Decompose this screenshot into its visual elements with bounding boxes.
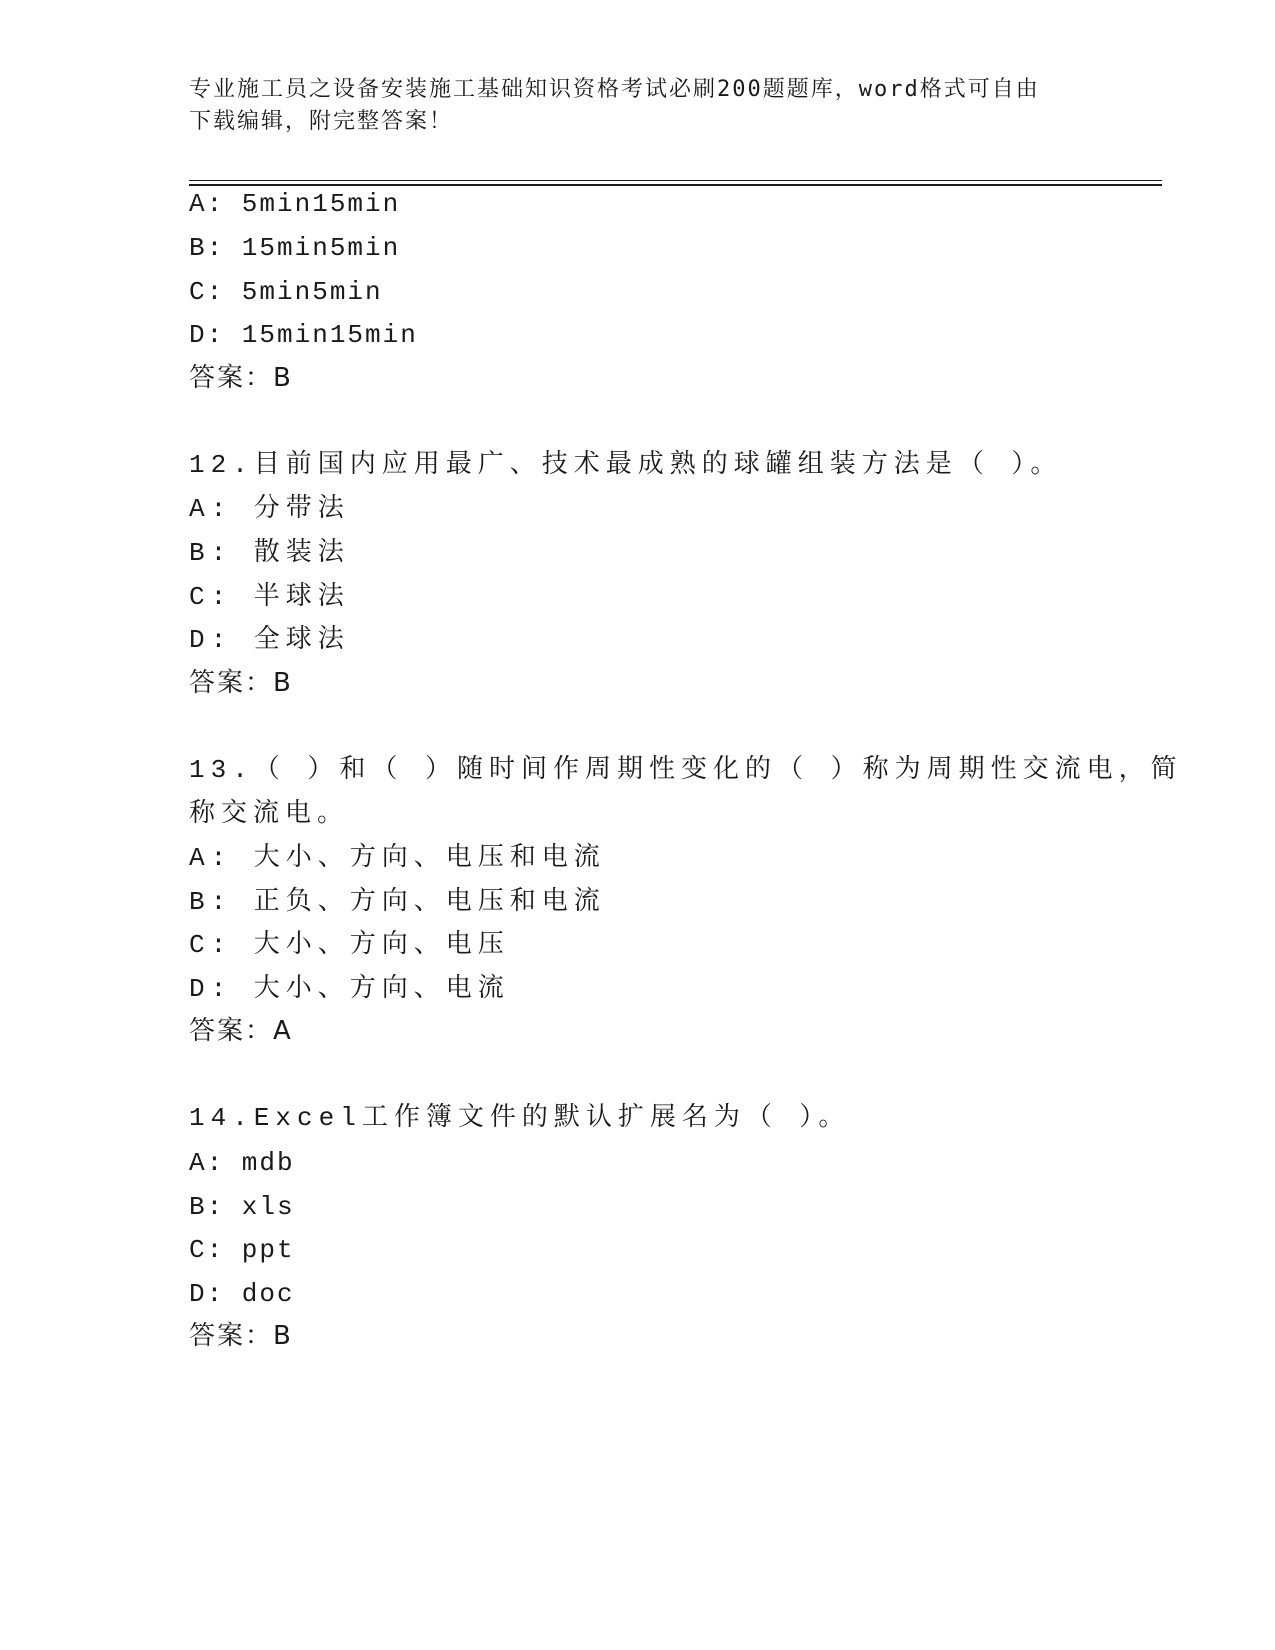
q11-option-b: B: 15min5min — [189, 233, 401, 263]
q12-option-d: D: 全球法 — [189, 625, 350, 655]
q13-answer: 答案：A — [189, 1016, 293, 1046]
q14-answer: 答案：B — [189, 1321, 293, 1351]
document-header — [189, 74, 1069, 138]
q12-answer: 答案：B — [189, 668, 293, 698]
q11-option-d: D: 15min15min — [189, 320, 418, 350]
q14-stem: 14.Excel工作簿文件的默认扩展名为（ ）。 — [189, 1103, 851, 1133]
q11-option-a: A: 5min15min — [189, 189, 401, 219]
header-divider-bottom — [189, 184, 1162, 186]
q14-option-d: D: doc — [189, 1279, 295, 1309]
q13-stem-line-1: 13.（ ）和（ ）随时间作周期性变化的（ ）称为周期性交流电，简 — [189, 755, 1183, 785]
q13-option-c: C: 大小、方向、电压 — [189, 930, 510, 960]
q13-option-b: B: 正负、方向、电压和电流 — [189, 887, 606, 917]
header-line-2: 下载编辑，附完整答案！ — [189, 109, 454, 134]
q11-answer: 答案：B — [189, 363, 293, 393]
header-line-1: 专业施工员之设备安装施工基础知识资格考试必刷200题题库，word格式可自由 — [189, 77, 1040, 102]
q13-option-a: A: 大小、方向、电压和电流 — [189, 843, 606, 873]
q14-option-a: A: mdb — [189, 1148, 295, 1178]
q14-option-c: C: ppt — [189, 1235, 295, 1265]
q12-option-c: C: 半球法 — [189, 582, 350, 612]
header-divider-top — [189, 180, 1162, 181]
q12-option-b: B: 散装法 — [189, 538, 350, 568]
q13-stem-line-2: 称交流电。 — [189, 799, 350, 829]
q11-option-c: C: 5min5min — [189, 277, 383, 307]
q13-option-d: D: 大小、方向、电流 — [189, 974, 510, 1004]
q14-option-b: B: xls — [189, 1192, 295, 1222]
q12-option-a: A: 分带法 — [189, 494, 350, 524]
q12-stem: 12.目前国内应用最广、技术最成熟的球罐组装方法是（ ）。 — [189, 450, 1063, 480]
